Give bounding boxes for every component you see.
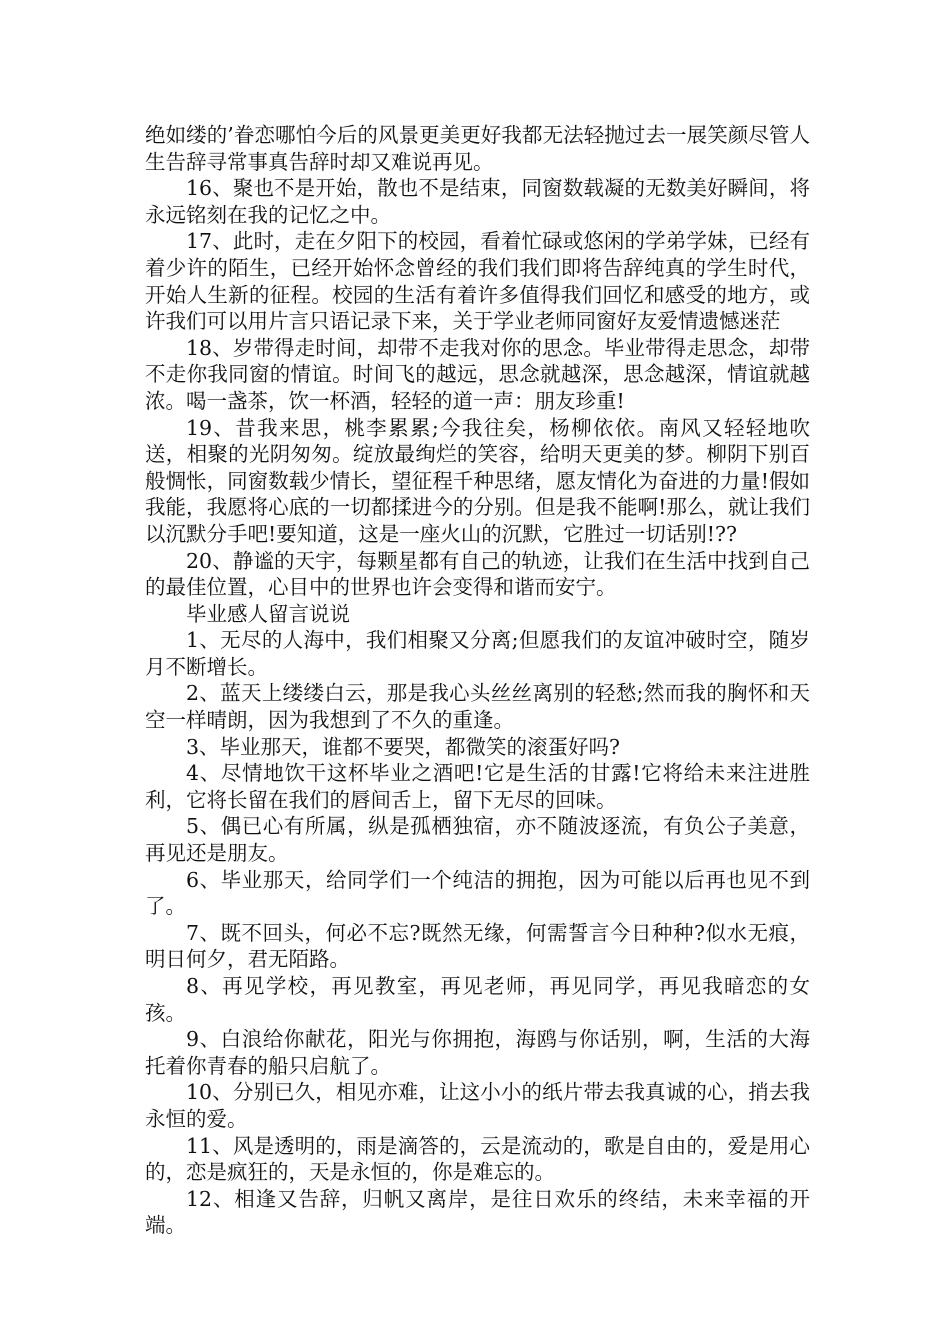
paragraph: 1、无尽的人海中，我们相聚又分离;但愿我们的友谊冲破时空，随岁月不断增长。: [145, 628, 810, 679]
paragraph: 18、岁带得走时间，却带不走我对你的思念。毕业带得走思念，却带不走你我同窗的情谊。时间飞的越远，思念就越深，思念越深，情谊就越浓。喝一盏茶，饮一杯酒，轻轻的道一声：朋友珍重!: [145, 335, 810, 413]
paragraph: 6、毕业那天，给同学们一个纯洁的拥抱，因为可能以后再也见不到了。: [145, 867, 810, 919]
paragraph: 5、偶已心有所属，纵是孤栖独宿，亦不随波逐流，有负公子美意，再见还是朋友。: [145, 814, 810, 866]
section-heading: 毕业感人留言说说: [186, 601, 350, 626]
paragraph: 19、昔我来思，桃李累累;今我往矣，杨柳依依。南风又轻轻地吹送，相聚的光阴匆匆。绽放最绚烂的笑容，给明天更美的梦。柳阴下别百般惆怅，同窗数载少情长，望征程千种思绪，愿友情化为奋进的力量!假如我能，我愿将心底的一切都揉进今的分别。但是我不能啊!那么，就让我们以沉默分手吧!要知道，这是一座火山的沉默，它胜过一切话别!??: [145, 415, 810, 546]
paragraph: 12、相逢又告辞，归帆又离岸，是往日欢乐的终结，未来幸福的开端。: [145, 1186, 810, 1238]
paragraph: 绝如缕的’眷恋哪怕今后的风景更美更好我都无法轻抛过去一展笑颜尽管人生告辞寻常事真告辞时却又难说再见。: [145, 123, 810, 174]
paragraph: 9、白浪给你献花，阳光与你拥抱，海鸥与你话别，啊，生活的大海托着你青春的船只启航了。: [145, 1027, 810, 1078]
paragraph: 11、风是透明的，雨是滴答的，云是流动的，歌是自由的，爱是用心的，恋是疯狂的，天是永恒的，你是难忘的。: [145, 1133, 810, 1185]
paragraph: 3、毕业那天，谁都不要哭，都微笑的滚蛋好吗?: [186, 734, 621, 759]
paragraph: 8、再见学校，再见教室，再见老师，再见同学，再见我暗恋的女孩。: [145, 974, 810, 1025]
paragraph: 10、分别已久，相见亦难，让这小小的纸片带去我真诚的心，捎去我永恒的爱。: [145, 1080, 810, 1131]
paragraph: 17、此时，走在夕阳下的校园，看着忙碌或悠闲的学弟学妹，已经有着少许的陌生，已经开始怀念曾经的我们我们即将告辞纯真的学生时代，开始人生新的征程。校园的生活有着许多值得我们回忆和感受的地方，或许我们可以用片言只语记录下来，关于学业老师同窗好友爱情遗憾迷茫: [145, 229, 810, 334]
paragraph: 4、尽情地饮干这杯毕业之酒吧!它是生活的甘露!它将给未来注进胜利，它将长留在我们的唇间舌上，留下无尽的回味。: [145, 761, 810, 812]
document-body: [145, 122, 810, 1239]
paragraph: 2、蓝天上缕缕白云，那是我心头丝丝离别的轻愁;然而我的胸怀和天空一样晴朗，因为我想到了不久的重逢。: [145, 681, 810, 733]
paragraph: 7、既不回头，何必不忘?既然无缘，何需誓言今日种种?似水无痕，明日何夕，君无陌路。: [145, 920, 810, 972]
paragraph: 20、静谧的天宇，每颗星都有自己的轨迹，让我们在生活中找到自己的最佳位置，心目中的世界也许会变得和谐而安宁。: [145, 548, 810, 600]
paragraph: 16、聚也不是开始，散也不是结束，同窗数载凝的无数美好瞬间，将永远铭刻在我的记忆之中。: [145, 176, 810, 227]
